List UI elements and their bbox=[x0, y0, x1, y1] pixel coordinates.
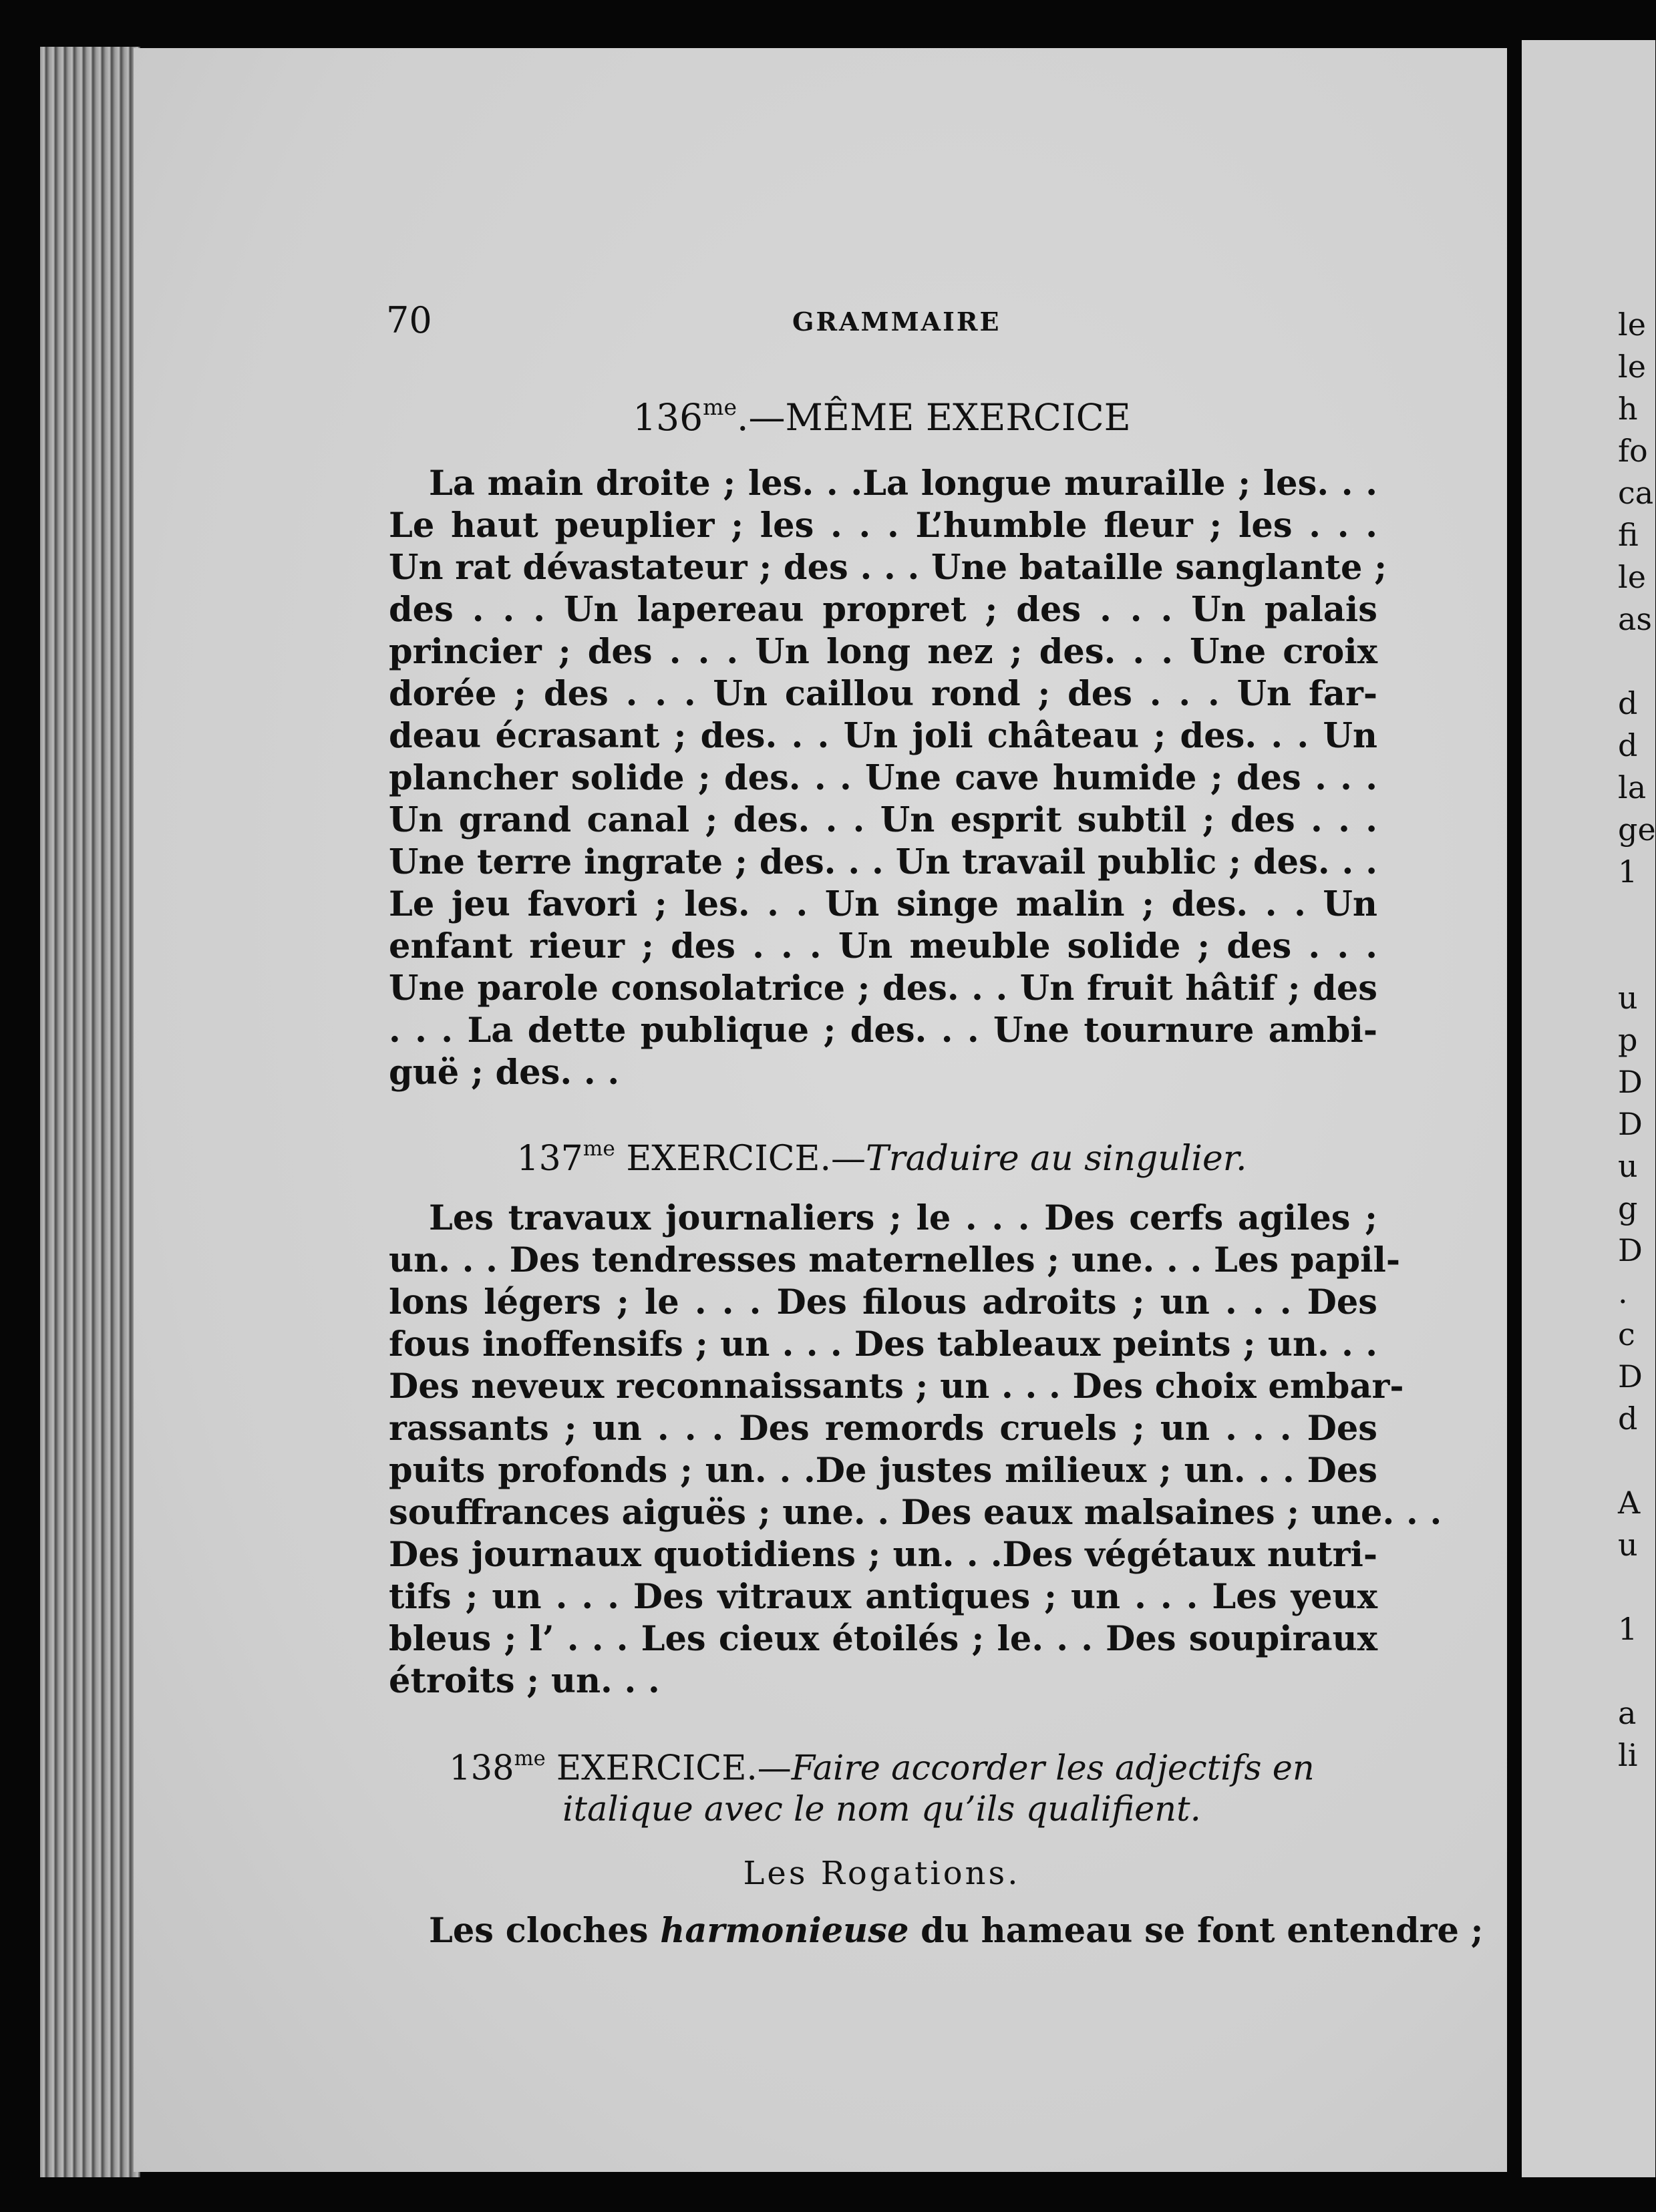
right-page-fragment: a bbox=[1618, 1695, 1637, 1731]
exercise-number: 138 bbox=[449, 1748, 514, 1789]
ordinal-suffix: me bbox=[583, 1137, 615, 1161]
right-page-fragment: 1 bbox=[1618, 1611, 1638, 1647]
right-page-fragment bbox=[1618, 1566, 1649, 1608]
right-page-fragment: . bbox=[1618, 1274, 1628, 1310]
exercise-heading: .—MÊME EXERCICE bbox=[737, 396, 1131, 439]
right-page-fragment: c bbox=[1618, 1316, 1635, 1352]
page-number: 70 bbox=[386, 299, 432, 341]
exercise-138-text bbox=[389, 1910, 1484, 1952]
right-page-fragment: D bbox=[1618, 1064, 1643, 1100]
right-page-fragment: as bbox=[1618, 601, 1653, 637]
exercise-number: 136 bbox=[633, 396, 703, 439]
exercise-137-title bbox=[381, 1123, 1383, 1179]
text-line: . . . La dette publique ; des. . . Une tournure ambi- bbox=[389, 1010, 1377, 1051]
text-line: étroits ; un. . . bbox=[389, 1661, 660, 1701]
page-header bbox=[386, 294, 1375, 347]
right-page-fragment: le bbox=[1618, 559, 1646, 595]
right-page-fragment: u bbox=[1618, 1148, 1638, 1184]
right-page-fragment: u bbox=[1618, 1527, 1638, 1563]
text-line: Les travaux journaliers ; le . . . Des cerfs agiles ; bbox=[429, 1198, 1377, 1238]
exercise-instruction-line-2: italique avec le nom qu’ils qualifient. bbox=[562, 1790, 1201, 1830]
right-page-fragment: D bbox=[1618, 1106, 1643, 1142]
exercise-heading: EXERCICE.— bbox=[545, 1748, 792, 1789]
text-line: Le jeu favori ; les. . . Un singe malin ; des. . . Un bbox=[389, 884, 1377, 924]
text-line: puits profonds ; un. . .De justes milieux ; un. . . Des bbox=[389, 1451, 1377, 1491]
text-line: lons légers ; le . . . Des filous adroits ; un . . . Des bbox=[389, 1282, 1377, 1322]
text-line: Les cloches harmonieuse du hameau se font entendre ; bbox=[429, 1911, 1484, 1951]
text-line: Le haut peuplier ; les . . . L’humble fleur ; les . . . bbox=[389, 506, 1377, 546]
section-title: Les Rogations. bbox=[743, 1855, 1021, 1892]
text-line: guë ; des. . . bbox=[389, 1053, 620, 1093]
text-line: souffrances aiguës ; une. . Des eaux malsaines ; une. . . bbox=[389, 1493, 1442, 1533]
right-page-fragment: D bbox=[1618, 1358, 1643, 1395]
text-line: rassants ; un . . . Des remords cruels ; un . . . Des bbox=[389, 1409, 1377, 1449]
right-page-fragment bbox=[1618, 893, 1649, 935]
text-line: deau écrasant ; des. . . Un joli château ; des. . . Un bbox=[389, 716, 1377, 756]
right-page-fragment: u bbox=[1618, 980, 1638, 1016]
text-line: La main droite ; les. . .La longue muraille ; les. . . bbox=[429, 464, 1377, 504]
right-page-fragment: p bbox=[1618, 1022, 1638, 1058]
text-line: tifs ; un . . . Des vitraux antiques ; un . . . Les yeux bbox=[389, 1577, 1377, 1617]
right-page-fragment bbox=[1618, 1650, 1649, 1692]
ordinal-suffix: me bbox=[703, 394, 737, 420]
right-page-fragment: li bbox=[1618, 1737, 1638, 1773]
right-page-fragment: le bbox=[1618, 307, 1646, 343]
text-line: Des journaux quotidiens ; un. . .Des végétaux nutri- bbox=[389, 1535, 1377, 1575]
exercise-instruction: Traduire au singulier. bbox=[866, 1138, 1247, 1179]
right-page-fragment: A bbox=[1618, 1485, 1641, 1521]
right-page-fragment: D bbox=[1618, 1232, 1643, 1268]
text-line: Un rat dévastateur ; des . . . Une bataille sanglante ; bbox=[389, 548, 1387, 588]
right-page-fragment: 1 bbox=[1618, 854, 1638, 890]
right-page-fragment: fi bbox=[1618, 517, 1639, 553]
text-line: Une terre ingrate ; des. . . Un travail public ; des. . . bbox=[389, 842, 1377, 882]
text-line: Un grand canal ; des. . . Un esprit subtil ; des . . . bbox=[389, 800, 1377, 840]
right-page-fragment bbox=[1618, 640, 1649, 683]
right-page-fragment: la bbox=[1618, 769, 1647, 805]
text-line: enfant rieur ; des . . . Un meuble solide ; des . . . bbox=[389, 926, 1377, 966]
text-line: plancher solide ; des. . . Une cave humide ; des . . . bbox=[389, 758, 1377, 798]
right-page-fragment: h bbox=[1618, 391, 1638, 427]
exercise-136-title bbox=[381, 381, 1383, 439]
text-line: Des neveux reconnaissants ; un . . . Des choix embar- bbox=[389, 1366, 1404, 1407]
right-page-fragment: ca bbox=[1618, 475, 1654, 511]
exercise-136-text bbox=[389, 463, 1387, 1094]
right-page-fragment: d bbox=[1618, 727, 1638, 763]
text-line: dorée ; des . . . Un caillou rond ; des . . . Un far- bbox=[389, 674, 1377, 714]
text-line: un. . . Des tendresses maternelles ; une. . . Les papil- bbox=[389, 1240, 1401, 1280]
right-page-fragment: d bbox=[1618, 1401, 1638, 1437]
right-page-text-fragments bbox=[1618, 304, 1656, 1777]
right-page-fragment bbox=[1618, 935, 1649, 977]
exercise-137-text bbox=[389, 1197, 1442, 1702]
right-page-fragment: le bbox=[1618, 349, 1646, 385]
exercise-138-title bbox=[381, 1738, 1383, 1830]
right-page-fragment bbox=[1618, 1440, 1649, 1482]
text-line: princier ; des . . . Un long nez ; des. . . Une croix bbox=[389, 632, 1377, 672]
text-line: fous inoffensifs ; un . . . Des tableaux peints ; un. . . bbox=[389, 1324, 1377, 1364]
right-page-fragment: d bbox=[1618, 685, 1638, 721]
running-head: GRAMMAIRE bbox=[792, 307, 1001, 337]
text-line: bleus ; l’ . . . Les cieux étoilés ; le. . . Des soupiraux bbox=[389, 1619, 1377, 1659]
exercise-number: 137 bbox=[516, 1138, 583, 1179]
right-page-fragment: ge bbox=[1618, 811, 1656, 848]
exercise-heading: EXERCICE.— bbox=[615, 1138, 866, 1179]
text-line: Une parole consolatrice ; des. . . Un fruit hâtif ; des bbox=[389, 968, 1377, 1008]
book-spine-edge bbox=[40, 47, 140, 2177]
right-page-fragment: fo bbox=[1618, 433, 1648, 469]
text-line: des . . . Un lapereau propret ; des . . . Un palais bbox=[389, 590, 1377, 630]
ordinal-suffix: me bbox=[514, 1747, 546, 1771]
right-page-fragment: g bbox=[1618, 1190, 1638, 1226]
exercise-instruction-line-1: Faire accorder les adjectifs en bbox=[791, 1748, 1315, 1789]
